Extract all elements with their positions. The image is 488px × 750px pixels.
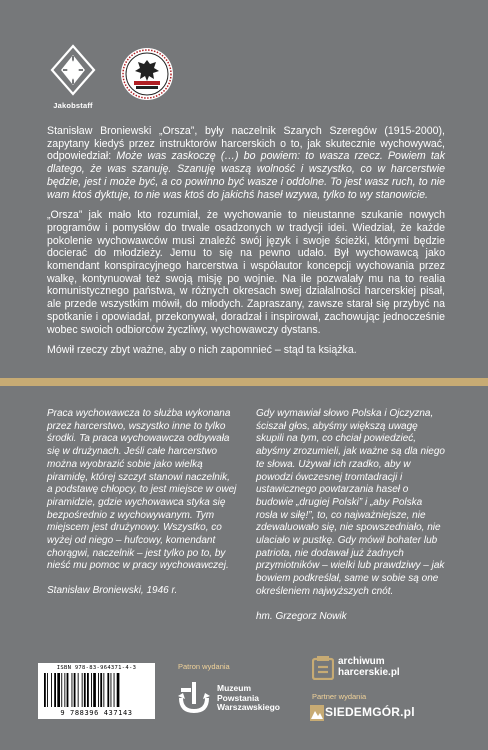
blurb-paragraph-2: „Orsza” jak mało kto rozumiał, że wychowanie to nieustanne szukanie nowych programów i pomysłów do trwale osadzonych w tradycji idei. Wiedział, że każde pokolenie wychowawców musi znaleźć swój język i swoje ścieżki, którymi będzie docierać do młodzieży. Jemu to się na pewno udało. Był wychowawcą jako komendant konspiracyjnego harcerstwa i współautor koncepcji wychowania przez walkę, kontynuował też swoją misję po wojnie. Na ile pozwalały mu na to realia komunistycznego państwa, w różnych okresach swej działalności harcerskiej pisał, ale przede wszystkim mówił, do młodych. Zapraszany, zawsze starał się przybyć na spotkanie i opowiadał, przekonywał, doradzał i inspirował, zachowując jednocześnie wobec swoich odbiorców życzliwy, wychowawczy dystans. — [47, 209, 445, 336]
jakobstaff-lily-icon — [50, 44, 96, 96]
barcode-bar — [93, 673, 96, 707]
barcode-bar — [100, 673, 102, 707]
barcode-bar — [114, 673, 115, 707]
barcode-bar — [72, 673, 73, 707]
patron-label: Patron wydania — [178, 662, 230, 671]
barcode-bar — [67, 673, 69, 707]
barcode-bar — [74, 673, 76, 707]
eagle-seal-logo — [120, 47, 174, 101]
quote-left — [47, 408, 237, 598]
museum-name — [217, 684, 280, 713]
barcode-bar — [57, 673, 60, 707]
barcode-bar — [78, 673, 79, 707]
barcode-bar — [98, 673, 99, 707]
barcode-bar — [64, 673, 65, 707]
blurb-paragraph-3: Mówił rzeczy zbyt ważne, aby o nich zapomnieć – stąd ta książka. — [47, 344, 357, 357]
museum-line-1: Muzeum — [217, 683, 251, 693]
barcode-bar — [103, 673, 104, 707]
museum-line-3: Warszawskiego — [217, 702, 280, 712]
quote-right — [256, 408, 446, 623]
barcode-bar — [61, 673, 62, 707]
barcode-bar — [84, 673, 86, 707]
blurb-p1-plain: Stanisław Broniewski „Orsza”, były naczelnik Szarych Szeregów (1915-2000), zapytany kiedyś przez instruktorów harcerskich o to, jak skutecznie wychowywać, odpowiedział: — [47, 125, 445, 163]
archiwum-text — [338, 656, 400, 678]
jakobstaff-logo — [48, 44, 98, 110]
gold-divider-band — [0, 378, 488, 386]
barcode-bar — [91, 673, 92, 707]
barcode-bars — [44, 673, 149, 707]
mountains-icon — [310, 705, 324, 721]
barcode-bar — [111, 673, 112, 707]
blurb-paragraph-1 — [47, 125, 445, 201]
back-cover-blurb — [47, 125, 445, 365]
quote-left-signature: Stanisław Broniewski, 1946 r. — [47, 585, 178, 597]
archiwum-harcerskie-logo — [312, 652, 452, 688]
barcode-bar — [54, 673, 56, 707]
isbn-barcode — [38, 663, 155, 719]
barcode-bar — [82, 673, 83, 707]
quote-right-signature: hm. Grzegorz Nowik — [256, 610, 347, 622]
barcode-bar — [107, 673, 109, 707]
top-logos — [48, 42, 198, 117]
jakobstaff-caption: Jakobstaff — [53, 101, 93, 110]
partner-label: Partner wydania — [312, 692, 367, 701]
warsaw-uprising-anchor-icon — [175, 678, 213, 716]
eagle-seal-icon — [120, 47, 174, 101]
archiwum-line-1: archiwum — [338, 656, 385, 667]
quote-left-text: Praca wychowawcza to służba wykonana przez harcerstwo, wszystko inne to tylko środki. Ta praca wychowawcza odbywała się w drużynach. Jeśli całe harcerstwo można wyobrazić sobie jako wielką piramidę, której szczyt stanowi naczelnik, a podstawę chłopcy, to jest miejsce w owej piramidzie, gdzie wychowawca styka się bezpośrednio z wychowywanym. Tym miejscem jest drużynowy. Wszystko, co wyżej od niego – hufcowy, komendant chorągwi, naczelnik – jest tylko po to, by nieść mu pomoc w pracy wychowawczej. — [47, 408, 237, 572]
siedemgor-name: SIEDEMGÓR.pl — [325, 705, 415, 719]
isbn-digits: 9 788396 437143 — [60, 709, 133, 717]
museum-line-2: Powstania — [217, 692, 260, 703]
quote-right-text: Gdy wymawiał słowo Polska i Ojczyzna, ściszał głos, abyśmy większą uwagę skupili na tym, co chciał powiedzieć, abyśmy zrozumieli, jak ważne są dla niego te słowa. Używał ich rzadko, aby w powodzi ówczesnej tromtadracji i ustawicznego powtarzania haseł o budowie „drugiej Polski” i „aby Polska rosła w siłę!”, to, co najważniejsze, nie zdewaluowało się, nie spowszedniało, nie ulaciało w pustkę. Gdy mówił bohater lub patriota, nie dodawał już żadnych przymiotników – wielki lub prawdziwy – jak bowiem podkreślał, same w sobie są one określeniem najwyższych cnót. — [256, 408, 445, 597]
barcode-bar — [44, 673, 46, 707]
isbn-label: ISBN 978-83-964371-4-3 — [56, 665, 137, 671]
barcode-bar — [47, 673, 48, 707]
barcode-bar — [51, 673, 52, 707]
barcode-bar — [117, 673, 120, 707]
archive-box-icon — [312, 656, 334, 680]
blurb-p1-quote: Może was zaskoczę (…) bo powiem: to wasza rzecz. Powiem tak dlatego, że was szanuję. Szanuję waszą wolność i wszystko, co w harcerstwie będzie, jest i może być, a co powinno być wasze i oddolne. To jest wasz ruch, to nie wam ktoś dyktuje, to nie was ktoś do jakichś haseł wzywa, tylko to wy stanowicie. — [47, 150, 445, 201]
archiwum-line-2: harcerskie.pl — [338, 667, 400, 678]
barcode-bar — [87, 673, 89, 707]
